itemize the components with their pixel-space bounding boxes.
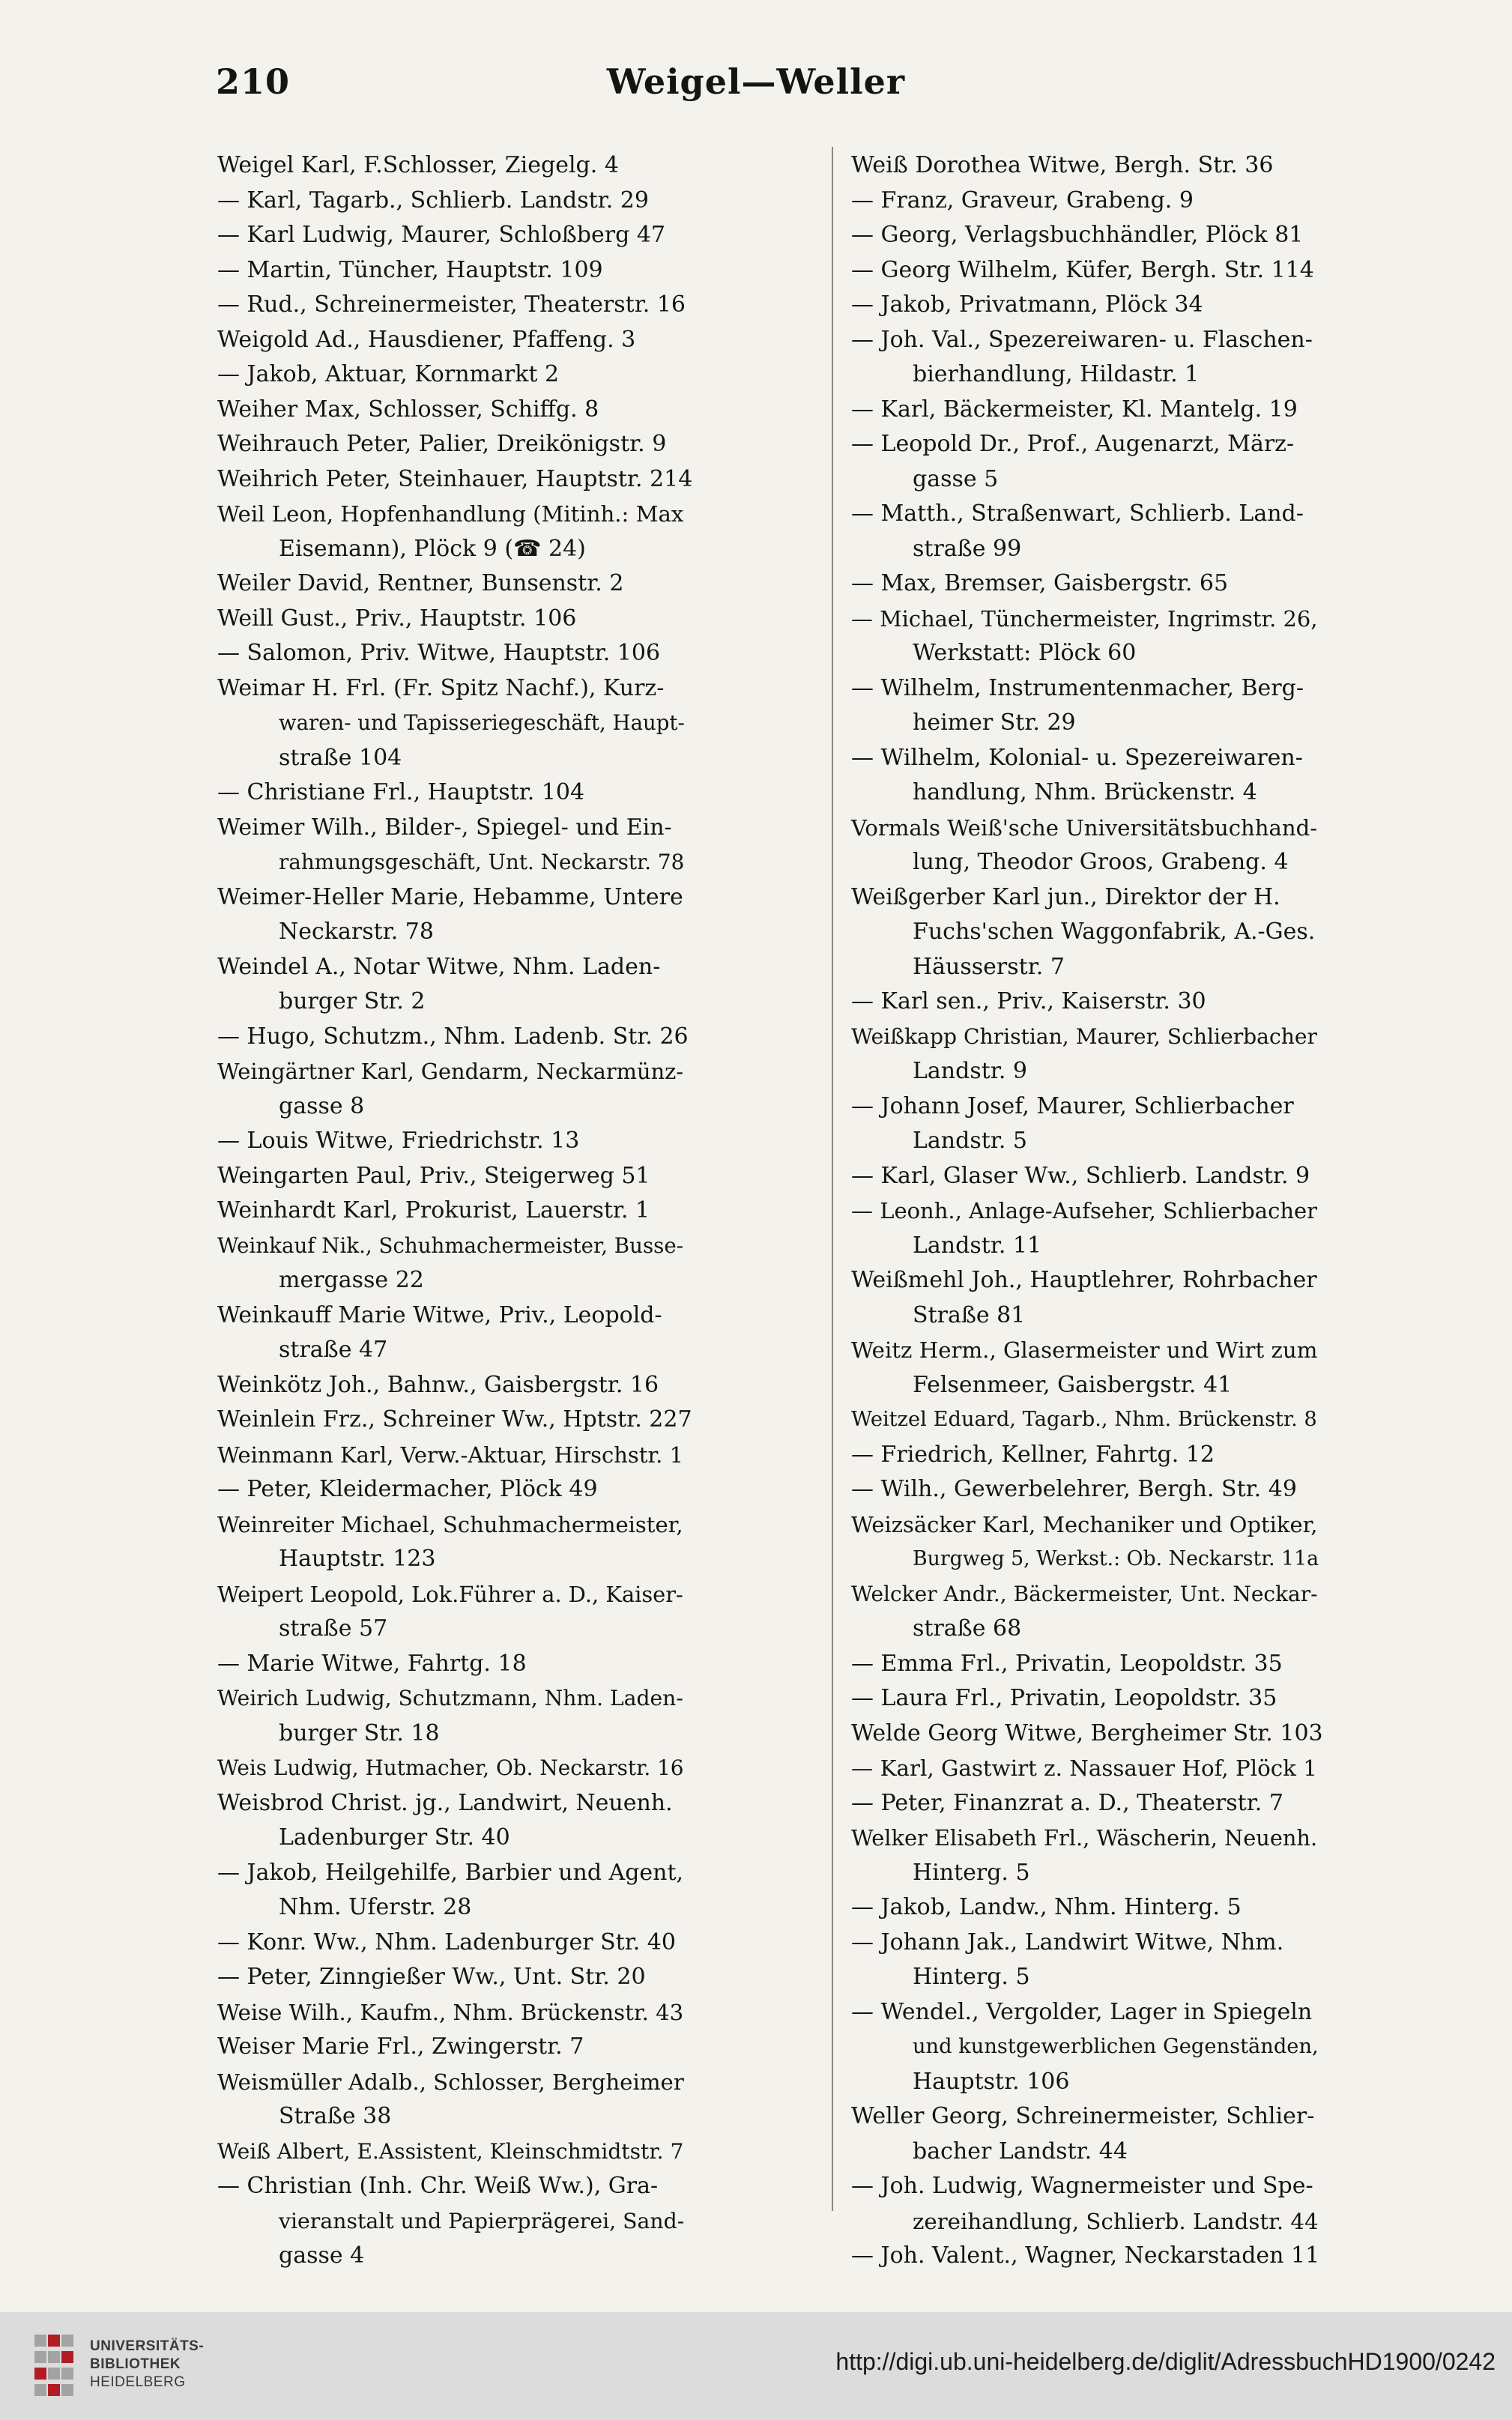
entry-line: — Rud., Schreinermeister, Theaterstr. 16 [217, 291, 686, 318]
directory-entry [851, 1403, 1327, 1438]
directory-entry [851, 218, 1327, 253]
entry-line: Weizsäcker Karl, Mechaniker und Optiker, [851, 1511, 1318, 1537]
directory-entry [851, 1507, 1327, 1577]
directory-entry [851, 393, 1327, 428]
directory-entry [851, 741, 1327, 811]
entry-line: — Joh. Ludwig, Wagnermeister und Spe- [851, 2173, 1313, 2199]
entry-continuation-line: rahmungsgeschäft, Unt. Neckarstr. 78 [279, 850, 685, 874]
entry-continuation-line: Nhm. Uferstr. 28 [279, 1894, 472, 1920]
entry-line: Weismüller Adalb., Schlosser, Bergheimer [217, 2069, 684, 2095]
entry-line: Weinlein Frz., Schreiner Ww., Hptstr. 227 [217, 1406, 692, 1433]
entry-line: — Jakob, Aktuar, Kornmarkt 2 [217, 361, 560, 387]
directory-entry [217, 1298, 693, 1368]
entry-continuation-line: Neckarstr. 78 [279, 919, 434, 945]
entry-line: — Joh. Val., Spezereiwaren- u. Flaschen- [851, 326, 1313, 353]
entry-continuation-line: Landstr. 9 [913, 1058, 1027, 1084]
entry-line: — Peter, Kleidermacher, Plöck 49 [217, 1476, 598, 1502]
running-head: Weigel—Weller [606, 61, 906, 102]
entry-line: — Karl, Glaser Ww., Schlierb. Landstr. 9 [851, 1162, 1310, 1189]
entry-continuation-line: mergasse 22 [279, 1267, 424, 1293]
directory-entry [217, 1577, 693, 1647]
directory-entry [217, 1647, 693, 1682]
directory-entry [217, 2135, 693, 2170]
directory-entry [851, 1159, 1327, 1194]
entry-line: Weiser Marie Frl., Zwingerstr. 7 [217, 2033, 584, 2060]
entry-line: — Martin, Tüncher, Hauptstr. 109 [217, 256, 603, 283]
directory-entry [851, 148, 1327, 184]
entry-line: — Georg Wilhelm, Küfer, Bergh. Str. 114 [851, 256, 1314, 283]
directory-entry [217, 671, 693, 776]
entry-line: — Emma Frl., Privatin, Leopoldstr. 35 [851, 1650, 1283, 1677]
directory-entry [217, 218, 693, 253]
directory-entry [217, 184, 693, 219]
entry-continuation-line: vieranstalt und Papierprägerei, Sand- [279, 2208, 685, 2233]
entry-line: — Matth., Straßenwart, Schlierb. Land- [851, 500, 1304, 527]
entry-continuation-line: zereihandlung, Schlierb. Landstr. 44 [913, 2208, 1319, 2234]
entry-line: Weis Ludwig, Hutmacher, Ob. Neckarstr. 16 [217, 1755, 684, 1780]
directory-entry [851, 602, 1327, 671]
directory-entry [851, 1089, 1327, 1159]
column-divider [832, 147, 833, 2211]
entry-line: Weiler David, Rentner, Bunsenstr. 2 [217, 570, 624, 596]
directory-entry [851, 323, 1327, 393]
entry-line: — Wilhelm, Kolonial- u. Spezereiwaren- [851, 744, 1303, 771]
directory-entry [851, 288, 1327, 323]
entry-line: — Leonh., Anlage-Aufseher, Schlierbacher [851, 1198, 1317, 1223]
directory-entry [851, 1995, 1327, 2100]
entry-line: — Laura Frl., Privatin, Leopoldstr. 35 [851, 1685, 1277, 1711]
entry-continuation-line: heimer Str. 29 [913, 710, 1076, 736]
entry-continuation-line: Landstr. 11 [913, 1232, 1042, 1259]
entry-line: — Wilh., Gewerbelehrer, Bergh. Str. 49 [851, 1476, 1297, 1502]
directory-entry [217, 497, 693, 566]
entry-line: Welde Georg Witwe, Bergheimer Str. 103 [851, 1719, 1323, 1746]
directory-entry [217, 1020, 693, 1055]
directory-entry [851, 566, 1327, 602]
entry-continuation-line: Burgweg 5, Werkst.: Ob. Neckarstr. 11a [913, 1547, 1319, 1570]
entry-line: Weisbrod Christ. jg., Landwirt, Neuenh. [217, 1789, 673, 1816]
entry-continuation-line: Fuchs'schen Waggonfabrik, A.-Ges. [913, 919, 1316, 945]
directory-entry [217, 393, 693, 428]
directory-entry [217, 357, 693, 393]
entry-continuation-line: Hauptstr. 123 [279, 1546, 436, 1572]
entry-line: — Jakob, Privatmann, Plöck 34 [851, 291, 1203, 318]
directory-entry [851, 984, 1327, 1020]
entry-line: — Christiane Frl., Hauptstr. 104 [217, 779, 585, 805]
entry-continuation-line: straße 47 [279, 1337, 388, 1363]
directory-entry [217, 950, 693, 1020]
entry-line: Weihrauch Peter, Palier, Dreikönigstr. 9 [217, 431, 667, 457]
entry-line: Welcker Andr., Bäckermeister, Unt. Neckar- [851, 1581, 1318, 1606]
entry-continuation-line: straße 68 [913, 1615, 1022, 1642]
entry-line: — Georg, Verlagsbuchhändler, Plöck 81 [851, 222, 1304, 248]
entry-line: — Peter, Zinngießer Ww., Unt. Str. 20 [217, 1964, 646, 1990]
directory-entry [217, 1507, 693, 1577]
entry-continuation-line: Straße 38 [279, 2103, 392, 2129]
directory-entry [851, 2239, 1327, 2274]
entry-line: — Christian (Inh. Chr. Weiß Ww.), Gra- [217, 2173, 659, 2199]
entry-continuation-line: straße 99 [913, 535, 1022, 562]
entry-line: — Michael, Tünchermeister, Ingrimstr. 26, [851, 605, 1318, 632]
entry-line: Weitzel Eduard, Tagarb., Nhm. Brückenstr. 8 [851, 1408, 1317, 1431]
entry-line: Weißkapp Christian, Maurer, Schlierbacher [851, 1023, 1317, 1049]
directory-entry [217, 775, 693, 811]
directory-entry [851, 1647, 1327, 1682]
directory-entry [851, 1716, 1327, 1752]
directory-entry [217, 1995, 693, 2030]
entry-line: — Leopold Dr., Prof., Augenarzt, März- [851, 431, 1295, 457]
entry-continuation-line: Werkstatt: Plöck 60 [913, 640, 1137, 666]
entry-continuation-line: und kunstgewerblichen Gegenständen, [913, 2035, 1319, 2058]
entry-line: — Jakob, Landw., Nhm. Hinterg. 5 [851, 1894, 1242, 1920]
entry-continuation-line: burger Str. 18 [279, 1719, 440, 1746]
directory-entry [217, 1856, 693, 1926]
directory-entry [217, 288, 693, 323]
entry-line: Weinmann Karl, Verw.-Aktuar, Hirschstr. 1 [217, 1442, 684, 1468]
directory-entry [851, 2099, 1327, 2169]
entry-continuation-line: burger Str. 2 [279, 988, 426, 1014]
entry-line: Weiß Albert, E.Assistent, Kleinschmidtstr. 7 [217, 2138, 684, 2164]
entry-line: — Johann Jak., Landwirt Witwe, Nhm. [851, 1929, 1284, 1955]
directory-entry [851, 1438, 1327, 1473]
entry-line: Weirich Ludwig, Schutzmann, Nhm. Laden- [217, 1686, 683, 1710]
entry-line: — Franz, Graveur, Grabeng. 9 [851, 187, 1194, 214]
entry-line: Weinkauf Nik., Schuhmachermeister, Busse- [217, 1232, 684, 1258]
entry-line: Weißmehl Joh., Hauptlehrer, Rohrbacher [851, 1267, 1317, 1293]
directory-entry [851, 1577, 1327, 1647]
directory-entry [851, 1333, 1327, 1403]
entry-line: — Salomon, Priv. Witwe, Hauptstr. 106 [217, 640, 661, 666]
directory-entry [217, 1472, 693, 1507]
entry-continuation-line: straße 104 [279, 744, 402, 771]
directory-entry [217, 1194, 693, 1229]
entry-line: Weitz Herm., Glasermeister und Wirt zum [851, 1337, 1318, 1363]
entry-line: Weißgerber Karl jun., Direktor der H. [851, 883, 1280, 910]
library-name [90, 2338, 204, 2392]
entry-continuation-line: gasse 4 [279, 2242, 365, 2269]
entry-continuation-line: handlung, Nhm. Brückenstr. 4 [913, 779, 1257, 805]
directory-entry [217, 323, 693, 358]
entry-line: — Karl Ludwig, Maurer, Schloßberg 47 [217, 222, 666, 248]
entry-line: Weingärtner Karl, Gendarm, Neckarmünz- [217, 1059, 684, 1084]
entry-continuation-line: Landstr. 5 [913, 1128, 1027, 1154]
entry-line: — Friedrich, Kellner, Fahrtg. 12 [851, 1441, 1215, 1468]
entry-continuation-line: bacher Landstr. 44 [913, 2138, 1128, 2165]
viewer-footer [0, 2312, 1512, 2420]
directory-entry [851, 1890, 1327, 1926]
entry-line: — Jakob, Heilgehilfe, Barbier und Agent, [217, 1859, 684, 1886]
directory-entry [851, 184, 1327, 219]
directory-entry [217, 1751, 693, 1786]
directory-entry [851, 497, 1327, 566]
entry-line: — Joh. Valent., Wagner, Neckarstaden 11 [851, 2242, 1320, 2269]
directory-entry [851, 1751, 1327, 1786]
entry-line: Weigold Ad., Hausdiener, Pfaffeng. 3 [217, 326, 636, 353]
library-name-line: HEIDELBERG [90, 2374, 186, 2390]
entry-line: — Hugo, Schutzm., Nhm. Ladenb. Str. 26 [217, 1023, 689, 1050]
entry-continuation-line: Häusserstr. 7 [913, 953, 1065, 980]
entry-line: Weimer-Heller Marie, Hebamme, Untere [217, 883, 683, 910]
entry-line: Weimar H. Frl. (Fr. Spitz Nachf.), Kurz- [217, 674, 665, 701]
entry-line: — Wilhelm, Instrumentenmacher, Berg- [851, 674, 1304, 701]
directory-entry [217, 2065, 693, 2135]
entry-continuation-line: Hinterg. 5 [913, 1964, 1030, 1990]
directory-entry [851, 1263, 1327, 1333]
directory-entry [217, 1159, 693, 1194]
directory-entry [217, 1926, 693, 1961]
entry-line: Weller Georg, Schreinermeister, Schlier- [851, 2103, 1315, 2129]
entry-line: Welker Elisabeth Frl., Wäscherin, Neuenh. [851, 1825, 1318, 1851]
entry-line: Weihrich Peter, Steinhauer, Hauptstr. 214 [217, 465, 693, 492]
directory-entry [217, 462, 693, 497]
directory-entry [851, 1681, 1327, 1716]
entry-line: — Karl sen., Priv., Kaiserstr. 30 [851, 988, 1206, 1014]
entry-continuation-line: gasse 5 [913, 465, 999, 492]
entry-line: — Karl, Tagarb., Schlierb. Landstr. 29 [217, 187, 649, 214]
entry-line: — Johann Josef, Maurer, Schlierbacher [851, 1092, 1294, 1119]
directory-entry [217, 811, 693, 880]
directory-entry [851, 1786, 1327, 1821]
entry-line: — Marie Witwe, Fahrtg. 18 [217, 1650, 527, 1677]
directory-entry [217, 2030, 693, 2065]
entry-line: Weingarten Paul, Priv., Steigerweg 51 [217, 1162, 650, 1189]
entry-continuation-line: bierhandlung, Hildastr. 1 [913, 361, 1200, 387]
directory-entry [851, 1926, 1327, 1995]
entry-line: Weil Leon, Hopfenhandlung (Mitinh.: Max [217, 501, 684, 527]
entry-line: — Karl, Gastwirt z. Nassauer Hof, Plöck 1 [851, 1755, 1317, 1781]
left-column [217, 148, 693, 2269]
entry-continuation-line: Straße 81 [913, 1301, 1026, 1328]
directory-entry [217, 1681, 693, 1751]
entry-line: Weiß Dorothea Witwe, Bergh. Str. 36 [851, 152, 1274, 178]
page-number: 210 [216, 61, 291, 102]
entry-line: Weindel A., Notar Witwe, Nhm. Laden- [217, 953, 661, 980]
entry-continuation-line: straße 57 [279, 1615, 388, 1642]
directory-entry [217, 2169, 693, 2274]
directory-entry [217, 636, 693, 671]
directory-entry [217, 602, 693, 637]
entry-continuation-line: Ladenburger Str. 40 [279, 1824, 510, 1851]
entry-line: — Max, Bremser, Gaisbergstr. 65 [851, 570, 1229, 596]
entry-line: — Peter, Finanzrat a. D., Theaterstr. 7 [851, 1789, 1283, 1816]
entry-line: Weipert Leopold, Lok.Führer a. D., Kaiser- [217, 1581, 683, 1607]
entry-line: Weinkauff Marie Witwe, Priv., Leopold- [217, 1301, 662, 1328]
entry-line: Weinkötz Joh., Bahnw., Gaisbergstr. 16 [217, 1371, 659, 1398]
directory-entry [217, 1786, 693, 1856]
entry-line: Weill Gust., Priv., Hauptstr. 106 [217, 605, 577, 632]
directory-entry [217, 253, 693, 288]
right-column [851, 148, 1327, 2269]
entry-continuation-line: Hinterg. 5 [913, 1859, 1030, 1886]
directory-entry [217, 1368, 693, 1403]
entry-line: Weigel Karl, F.Schlosser, Ziegelg. 4 [217, 152, 619, 178]
directory-entry [217, 1438, 693, 1473]
entry-line: Weimer Wilh., Bilder-, Spiegel- und Ein- [217, 814, 672, 841]
entry-continuation-line: waren- und Tapisseriegeschäft, Haupt- [279, 711, 685, 735]
library-name-line: BIBLIOTHEK [90, 2356, 181, 2372]
entry-line: Weinhardt Karl, Prokurist, Lauerstr. 1 [217, 1197, 650, 1223]
entry-line: — Louis Witwe, Friedrichstr. 13 [217, 1128, 580, 1154]
entry-line: — Konr. Ww., Nhm. Ladenburger Str. 40 [217, 1929, 676, 1955]
directory-entry [217, 566, 693, 602]
entry-continuation-line: lung, Theodor Groos, Grabeng. 4 [913, 849, 1289, 875]
entry-line: — Karl, Bäckermeister, Kl. Mantelg. 19 [851, 396, 1298, 423]
entry-continuation-line: Felsenmeer, Gaisbergstr. 41 [913, 1371, 1233, 1398]
entry-line: Weise Wilh., Kaufm., Nhm. Brückenstr. 43 [217, 1999, 684, 2025]
directory-entry [217, 1403, 693, 1438]
directory-entry [217, 880, 693, 950]
entry-continuation-line: Hauptstr. 106 [913, 2068, 1070, 2095]
library-name-line: UNIVERSITÄTS- [90, 2338, 205, 2354]
directory-entry [851, 1020, 1327, 1089]
entry-continuation-line: Eisemann), Plöck 9 (☎ 24) [279, 535, 586, 562]
university-library-logo-icon [31, 2330, 76, 2402]
directory-entry [851, 880, 1327, 985]
directory-entry [851, 671, 1327, 741]
directory-entry [851, 427, 1327, 497]
directory-entry [851, 1472, 1327, 1507]
directory-entry [851, 1821, 1327, 1890]
directory-entry [217, 1054, 693, 1124]
directory-entry [851, 1194, 1327, 1263]
directory-entry [217, 1960, 693, 1995]
directory-entry [851, 811, 1327, 880]
directory-entry [217, 148, 693, 184]
directory-entry [851, 253, 1327, 288]
entry-line: — Wendel., Vergolder, Lager in Spiegeln [851, 1998, 1313, 2025]
directory-entry [217, 1229, 693, 1298]
directory-entry [217, 427, 693, 462]
source-url[interactable]: http://digi.ub.uni-heidelberg.de/diglit/AdressbuchHD1900/0242 [835, 2348, 1496, 2375]
entry-line: Weinreiter Michael, Schuhmachermeister, [217, 1511, 683, 1537]
entry-line: Weiher Max, Schlosser, Schiffg. 8 [217, 396, 599, 423]
directory-entry [217, 1124, 693, 1159]
entry-continuation-line: gasse 8 [279, 1092, 365, 1119]
directory-entry [851, 2169, 1327, 2239]
entry-line: Vormals Weiß'sche Universitätsbuchhand- [851, 814, 1318, 841]
